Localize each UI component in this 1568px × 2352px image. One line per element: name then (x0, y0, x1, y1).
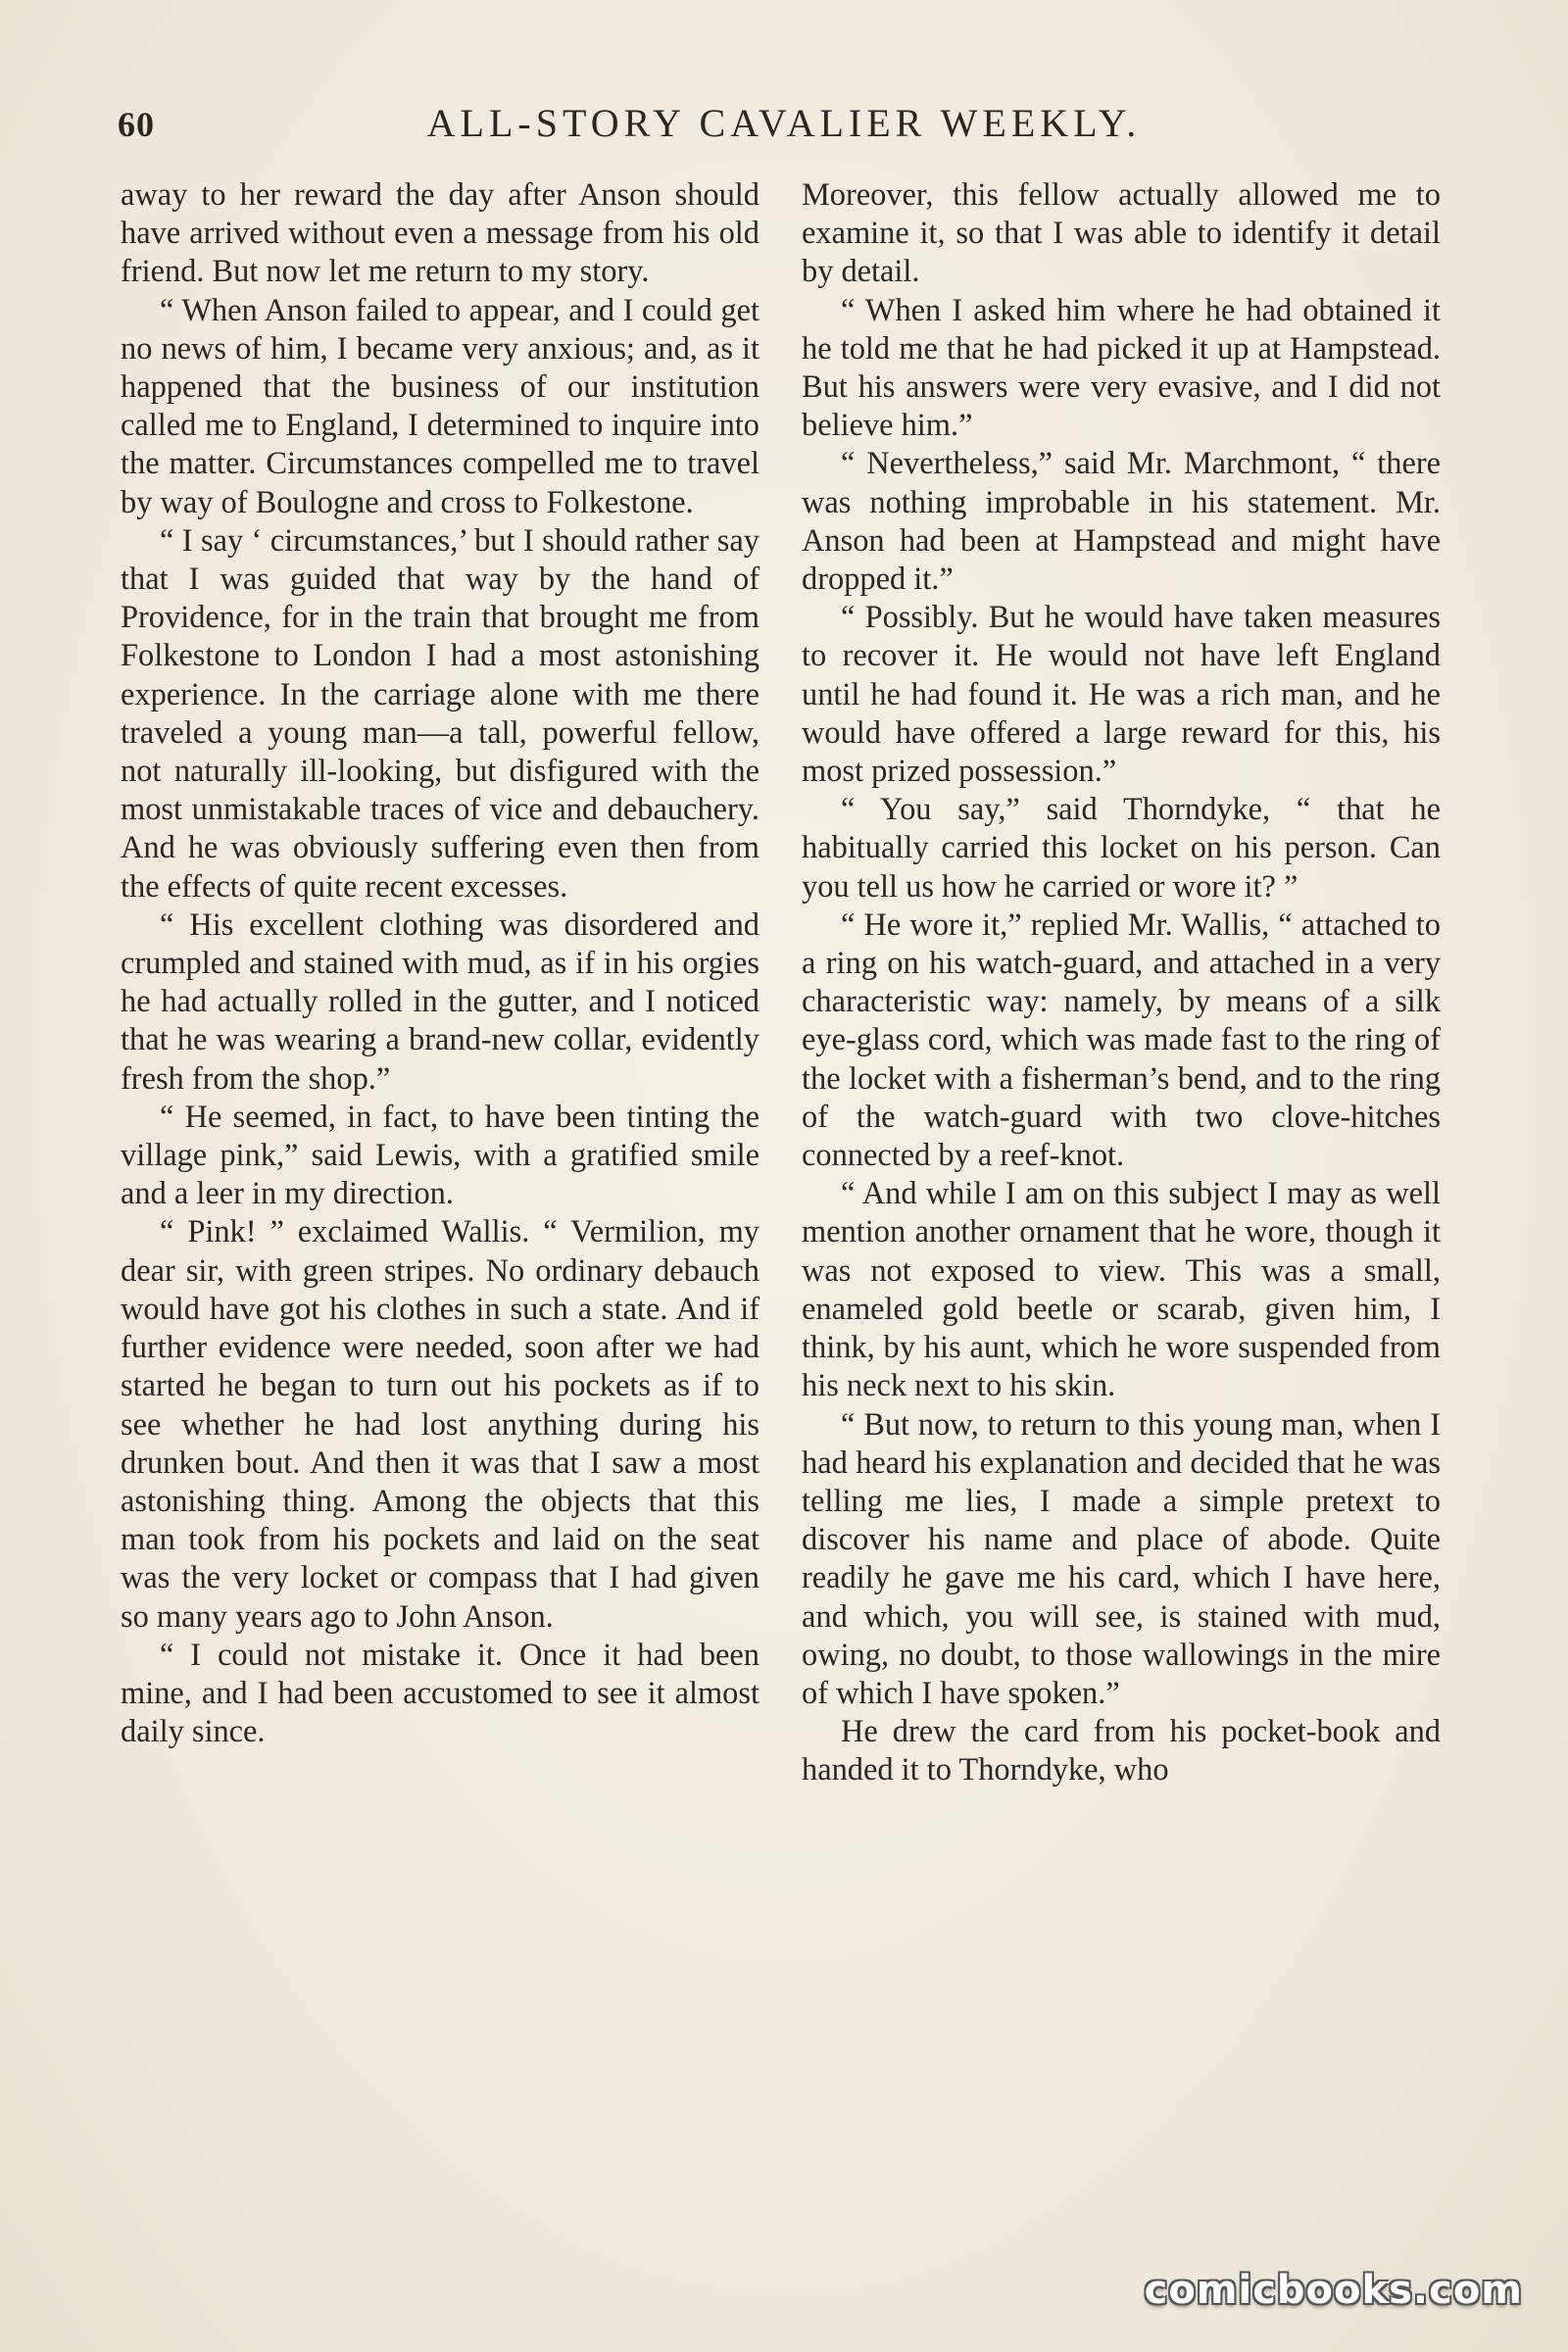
paragraph: “ I say ‘ circumstances,’ but I should rather say that I was guided that way by the hand of Providence, for in the train that brought me from Folkestone to London I had a most astonishing experience. In the carriage alone with me there traveled a young man—a tall, powerful fellow, not naturally ill-looking, but disfigured with the most unmistakable traces of vice and debauchery. And he was obviously suffering even then from the effects of quite recent excesses. (121, 522, 760, 905)
paragraph: “ But now, to return to this young man, when I had heard his explanation and decided that he was telling me lies, I made a simple pretext to discover his name and place of abode. Quite readily he gave me his card, which I have here, and which, you will see, is stained with mud, owing, no doubt, to those wallowings in the mire of which I have spoken.” (802, 1406, 1441, 1711)
paragraph: “ Nevertheless,” said Mr. Marchmont, “ there was nothing improbable in his statement. Mr. Anson had been at Hampstead and might have dropped it.” (802, 446, 1441, 598)
paragraph: He drew the card from his pocket-book and handed it to Thorndyke, who (802, 1714, 1441, 1788)
paragraph: away to her reward the day after Anson should have arrived without even a message from his old friend. But now let me return to my story. (121, 177, 760, 290)
running-title: ALL-STORY CAVALIER WEEKLY. (426, 101, 1142, 145)
page-header (118, 94, 1450, 153)
right-column (802, 176, 1441, 2234)
site-watermark: comicbooks.com (1144, 2268, 1523, 2313)
paragraph: “ Possibly. But he would have taken measures to recover it. He would not have left England until he had found it. He was a rich man, and he would have offered a large reward for this, his most prized possession.” (802, 600, 1441, 790)
page-number: 60 (118, 105, 155, 144)
paragraph: “ You say,” said Thorndyke, “ that he habitually carried this locket on his person. Can you tell us how he carried or wore it? ” (802, 792, 1441, 905)
paragraph: “ I could not mistake it. Once it had been mine, and I had been accustomed to see it almost daily since. (121, 1637, 760, 1750)
paragraph: “ When I asked him where he had obtained it he told me that he had picked it up at Hampstead. But his answers were very evasive, and I did not believe him.” (802, 292, 1441, 444)
paragraph: “ And while I am on this subject I may as well mention another ornament that he wore, though it was not exposed to view. This was a small, enameled gold beetle or scarab, given him, I think, by his aunt, which he wore suspended from his neck next to his skin. (802, 1176, 1441, 1404)
paragraph: “ His excellent clothing was disordered and crumpled and stained with mud, as if in his orgies he had actually rolled in the gutter, and I noticed that he was wearing a brand-new collar, evidently fresh from the shop.” (121, 906, 760, 1097)
paragraph: Moreover, this fellow actually allowed me to examine it, so that I was able to identify it detail by detail. (802, 177, 1441, 290)
paragraph: “ When Anson failed to appear, and I could get no news of him, I became very anxious; and, as it happened that the business of our institution called me to England, I determined to inquire into the matter. Circumstances compelled me to travel by way of Boulogne and cross to Folkestone. (121, 292, 760, 520)
paragraph: “ He wore it,” replied Mr. Wallis, “ attached to a ring on his watch-guard, and attached in a very characteristic way: namely, by means of a silk eye-glass cord, which was made fast to the ring of the locket with a fisherman’s bend, and to the ring of the watch-guard with two clove-hitches connected by a reef-knot. (802, 906, 1441, 1174)
left-column (121, 176, 760, 2234)
paragraph: “ He seemed, in fact, to have been tinting the village pink,” said Lewis, with a gratified smile and a leer in my direction. (121, 1099, 760, 1212)
paragraph: “ Pink! ” exclaimed Wallis. “ Vermilion, my dear sir, with green stripes. No ordinary debauch would have got his clothes in such a state. And if further evidence were needed, soon after we had started he began to turn out his pockets as if to see whether he had lost anything during his drunken bout. And then it was that I saw a most astonishing thing. Among the objects that this man took from his pockets and laid on the seat was the very locket or compass that I had given so many years ago to John Anson. (121, 1214, 760, 1635)
